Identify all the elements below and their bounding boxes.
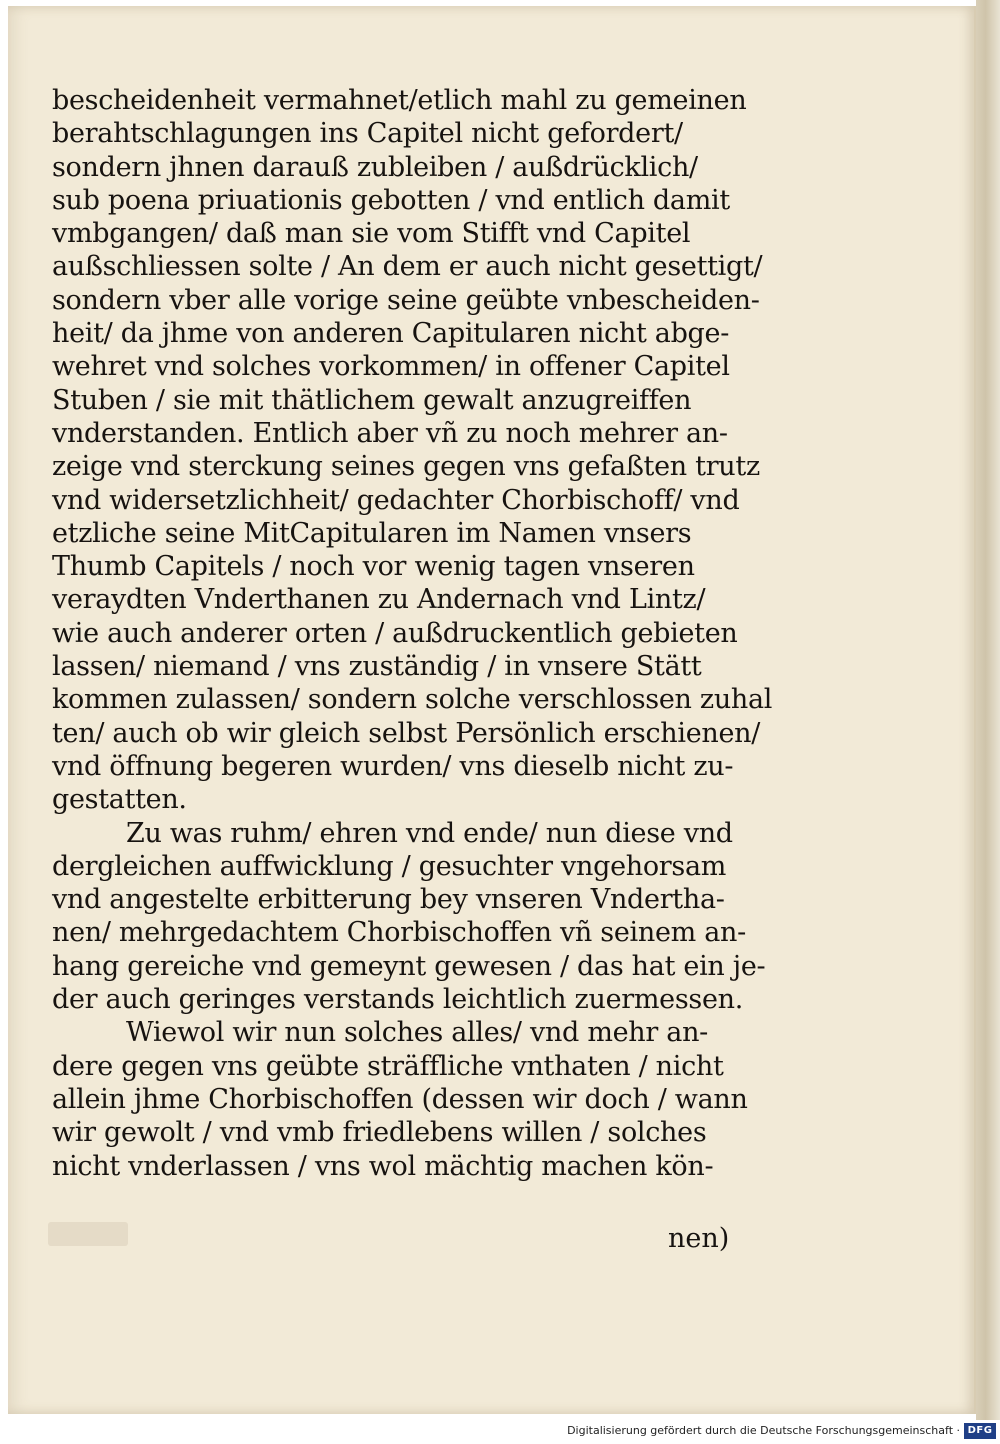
text-line: sondern vber alle vorige seine geübte vnbescheiden- — [52, 284, 760, 316]
text-line: bescheidenheit vermahnet/etlich mahl zu gemeinen — [52, 85, 747, 116]
text-line: nen/ mehrgedachtem Chorbischoffen vñ seinem an- — [52, 917, 746, 949]
text-line: vnderstanden. Entlich aber vñ zu noch mehrer an- — [52, 417, 728, 449]
page-text-block — [52, 84, 772, 1183]
text-line: ten/ auch ob wir gleich selbst Persönlich erschienen/ — [52, 717, 761, 749]
library-stamp-mark — [48, 1222, 128, 1246]
text-line: sub poena priuationis gebotten / vnd entlich damit — [52, 184, 730, 216]
text-line: nicht vnderlassen / vns wol mächtig machen kön- — [52, 1150, 714, 1182]
text-line: sondern jhnen darauß zubleiben / außdrücklich/ — [52, 151, 698, 183]
text-line: wir gewolt / vnd vmb friedlebens willen / solches — [52, 1117, 707, 1149]
text-line: kommen zulassen/ sondern solche verschlossen zuhal — [52, 684, 773, 716]
text-line: vmbgangen/ daß man sie vom Stifft vnd Capitel — [52, 218, 691, 250]
text-line: lassen/ niemand / vns zuständig / in vnsere Stätt — [52, 651, 702, 683]
text-line: etzliche seine MitCapitularen im Namen vnsers — [52, 517, 692, 549]
text-line: vnd angestelte erbitterung bey vnseren Vndertha- — [52, 884, 725, 916]
text-line: veraydten Vnderthanen zu Andernach vnd Lintz/ — [52, 584, 706, 616]
text-line: vnd widersetzlichheit/ gedachter Chorbischoff/ vnd — [52, 484, 740, 516]
text-line: wie auch anderer orten / außdruckentlich gebieten — [52, 617, 738, 649]
funding-credit: Digitalisierung gefördert durch die Deutsche Forschungsgemeinschaft · — [567, 1424, 960, 1437]
text-line: gestatten. — [52, 784, 187, 816]
text-line: heit/ da jhme von anderen Capitularen nicht abge- — [52, 318, 730, 350]
page-edge — [976, 0, 1000, 1420]
dfg-logo: DFG — [964, 1423, 996, 1439]
text-line: Zu was ruhm/ ehren vnd ende/ nun diese vnd — [126, 817, 733, 849]
text-line: Thumb Capitels / noch vor wenig tagen vnseren — [52, 551, 695, 583]
text-line: außschliessen solte / An dem er auch nicht gesettigt/ — [52, 251, 763, 283]
text-line: wehret vnd solches vorkommen/ in offener Capitel — [52, 351, 730, 383]
text-line: berahtschlagungen ins Capitel nicht gefordert/ — [52, 118, 683, 150]
text-line: Wiewol wir nun solches alles/ vnd mehr an- — [126, 1017, 708, 1049]
text-line: allein jhme Chorbischoffen (dessen wir doch / wann — [52, 1083, 748, 1115]
text-line: vnd öffnung begeren wurden/ vns dieselb nicht zu- — [52, 750, 734, 782]
text-line: der auch geringes verstands leichtlich zuermessen. — [52, 984, 743, 1016]
text-line: dergleichen auffwicklung / gesuchter vngehorsam — [52, 850, 727, 882]
footer-bar — [0, 1420, 1000, 1444]
text-line: dere gegen vns geübte sträffliche vnthaten / nicht — [52, 1050, 724, 1082]
text-line: hang gereiche vnd gemeynt gewesen / das hat ein je- — [52, 950, 766, 982]
catchword: nen) — [668, 1223, 730, 1254]
text-line: Stuben / sie mit thätlichem gewalt anzugreiffen — [52, 384, 692, 416]
text-line: zeige vnd sterckung seines gegen vns gefaßten trutz — [52, 451, 760, 483]
